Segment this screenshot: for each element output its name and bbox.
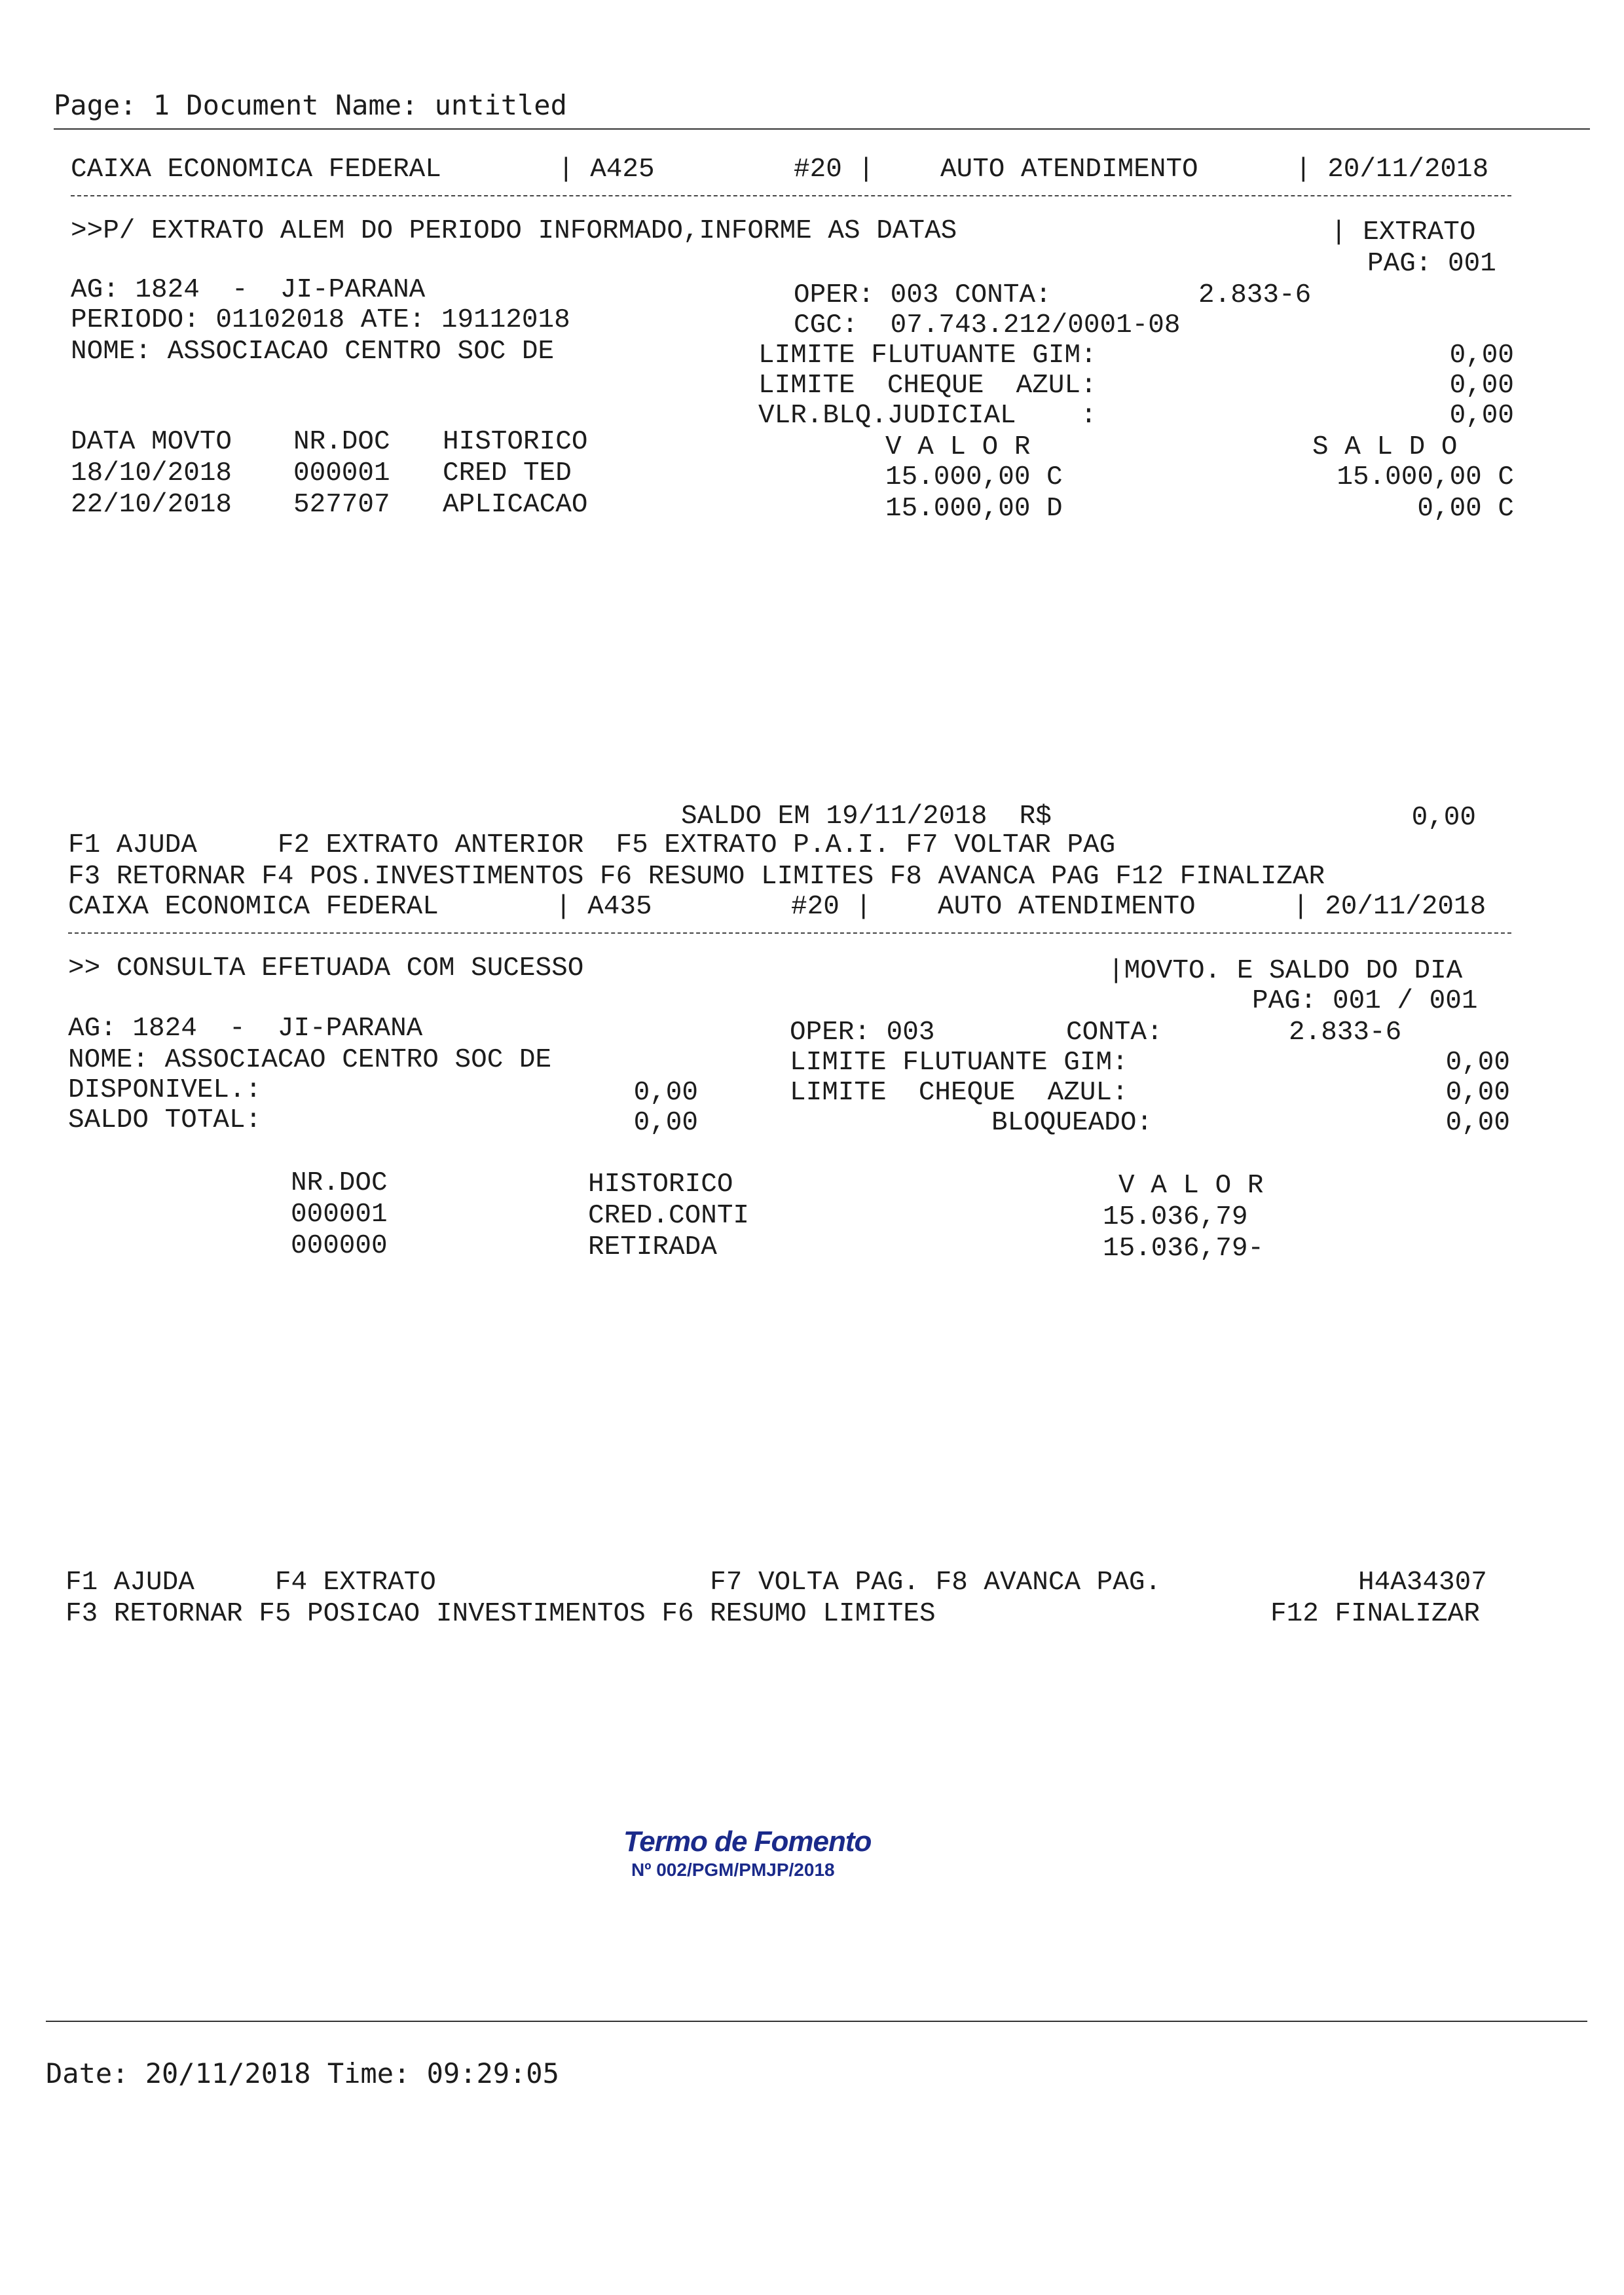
cgc: CGC: 07.743.212/0001-08 [794,310,1181,340]
screen-date: | 20/11/2018 [1293,892,1486,922]
function-keys[interactable]: F1 AJUDA F2 EXTRATO ANTERIOR F5 EXTRATO P.A.I. F7 VOLTAR PAG [68,830,1116,860]
col-header-date: DATA MOVTO [71,427,232,457]
row-doc: 527707 [293,490,390,520]
conta-value: 2.833-6 [1289,1018,1402,1048]
screen-title: |MOVTO. E SALDO DO DIA [1108,956,1463,986]
row-date: 22/10/2018 [71,490,232,520]
col-header-valor: V A L O R [1118,1171,1264,1201]
period: PERIODO: 01102018 ATE: 19112018 [71,305,570,335]
function-keys[interactable]: F1 AJUDA F4 EXTRATO F7 VOLTA PAG. F8 AVANCA PAG. [65,1568,1162,1598]
disponivel-value: 0,00 [633,1078,698,1108]
disponivel-label: DISPONIVEL.: [68,1075,262,1105]
status-message: >> CONSULTA EFETUADA COM SUCESSO [68,953,584,983]
saldo-total-label: SALDO TOTAL: [68,1105,262,1135]
function-keys-end[interactable]: F12 FINALIZAR [1270,1599,1480,1629]
limit-label: LIMITE CHEQUE AZUL: [790,1078,1128,1108]
agency: AG: 1824 - JI-PARANA [68,1014,423,1044]
limit-value: 0,00 [1445,1048,1510,1078]
row-valor: 15.000,00 C [885,462,1063,492]
saldo-total-value: 0,00 [633,1108,698,1138]
status-message: >>P/ EXTRATO ALEM DO PERIODO INFORMADO,INFORME AS DATAS [71,216,957,246]
col-header-hist: HISTORICO [443,427,588,457]
row-hist: CRED TED [443,458,572,488]
screen-date: | 20/11/2018 [1295,155,1489,185]
row-doc: 000000 [291,1231,388,1261]
col-header-doc: NR.DOC [293,427,390,457]
dashed-divider [68,932,1511,934]
station-number: #20 | [794,155,875,185]
footer-rule [46,2021,1587,2022]
limit-label: LIMITE CHEQUE AZUL: [758,371,1097,401]
limit-value: 0,00 [1449,401,1514,431]
screen-title: | EXTRATO [1331,217,1476,248]
agency: AG: 1824 - JI-PARANA [71,275,426,305]
print-footer: Date: 20/11/2018 Time: 09:29:05 [46,2057,559,2089]
row-valor: 15.036,79- [1103,1234,1264,1264]
row-saldo: 15.000,00 C [1337,462,1514,492]
station-number: #20 | [791,892,872,922]
col-header-valor: V A L O R [885,432,1031,462]
row-doc: 000001 [293,458,390,488]
limit-label: VLR.BLQ.JUDICIAL : [758,401,1097,431]
stamp-number: Nº 002/PGM/PMJP/2018 [631,1860,835,1880]
terminal-id: | A435 [555,892,652,922]
limit-label: BLOQUEADO: [991,1108,1153,1138]
limit-label: LIMITE FLUTUANTE GIM: [758,340,1097,371]
limit-label: LIMITE FLUTUANTE GIM: [790,1048,1128,1078]
oper-conta-label: OPER: 003 CONTA: [794,280,1052,310]
row-hist: CRED.CONTI [588,1201,750,1231]
oper: OPER: 003 [790,1018,935,1048]
col-header-doc: NR.DOC [291,1168,388,1198]
conta-value: 2.833-6 [1198,280,1312,310]
terminal-id: | A425 [558,155,655,185]
row-doc: 000001 [291,1200,388,1230]
print-header: Page: 1 Document Name: untitled [54,89,567,121]
function-keys[interactable]: F3 RETORNAR F4 POS.INVESTIMENTOS F6 RESUMO LIMITES F8 AVANCA PAG F12 FINALIZAR [68,862,1325,892]
service-name: AUTO ATENDIMENTO [940,155,1198,185]
service-name: AUTO ATENDIMENTO [938,892,1196,922]
function-keys-code: H4A34307 [1358,1568,1487,1598]
account-holder-name: NOME: ASSOCIACAO CENTRO SOC DE [71,337,555,367]
limit-value: 0,00 [1445,1108,1510,1138]
row-valor: 15.000,00 D [885,494,1063,524]
saldo-value: 0,00 [1411,803,1476,833]
stamp-title: Termo de Fomento [623,1826,872,1858]
bank-name: CAIXA ECONOMICA FEDERAL [68,892,439,922]
limit-value: 0,00 [1449,371,1514,401]
header-rule [54,128,1590,130]
function-keys[interactable]: F3 RETORNAR F5 POSICAO INVESTIMENTOS F6 RESUMO LIMITES [65,1599,936,1629]
col-header-hist: HISTORICO [588,1169,733,1200]
dashed-divider [71,195,1511,196]
page-indicator: PAG: 001 [1367,249,1496,279]
saldo-label: SALDO EM 19/11/2018 R$ [681,801,1052,832]
col-header-saldo: S A L D O [1312,432,1458,462]
row-saldo: 0,00 C [1417,494,1514,524]
row-date: 18/10/2018 [71,458,232,488]
page-indicator: PAG: 001 / 001 [1252,986,1478,1016]
bank-name: CAIXA ECONOMICA FEDERAL [71,155,441,185]
conta-label: CONTA: [1066,1018,1163,1048]
account-holder-name: NOME: ASSOCIACAO CENTRO SOC DE [68,1045,552,1075]
row-hist: RETIRADA [588,1232,717,1262]
limit-value: 0,00 [1449,340,1514,371]
limit-value: 0,00 [1445,1078,1510,1108]
row-hist: APLICACAO [443,490,588,520]
row-valor: 15.036,79 [1103,1202,1248,1232]
